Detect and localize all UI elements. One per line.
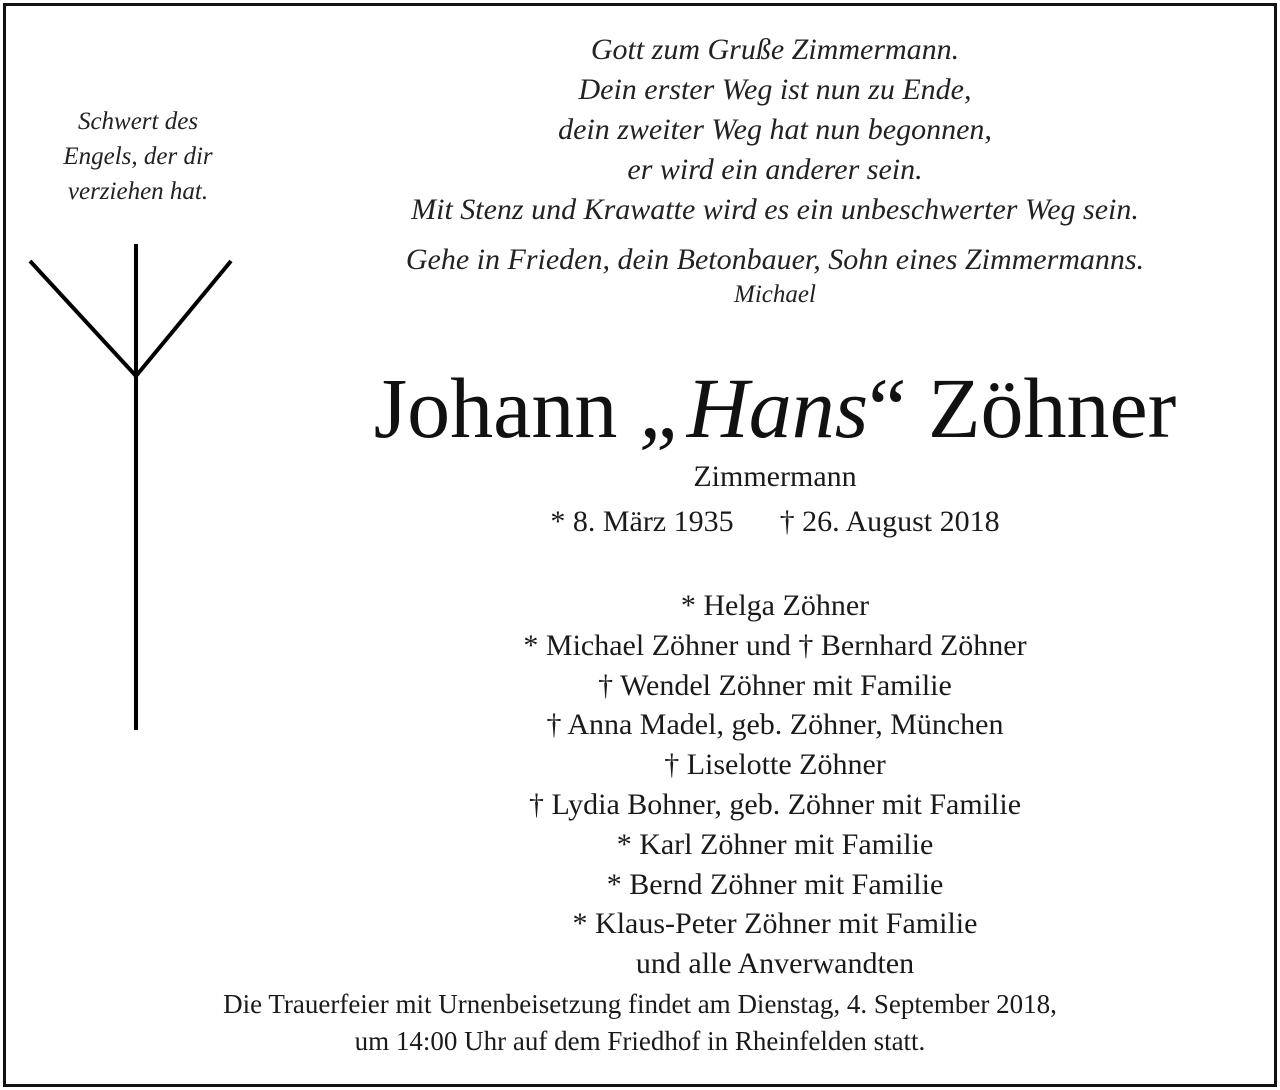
mourner-item: * Michael Zöhner und † Bernhard Zöhner	[523, 628, 1027, 662]
life-dates	[330, 502, 1220, 542]
poem-line: er wird ein anderer sein.	[627, 153, 923, 186]
rune-left-arm	[30, 261, 136, 376]
ceremony-line: um 14:00 Uhr auf dem Friedhof in Rheinfelden statt.	[354, 1026, 926, 1056]
birth-date: * 8. März 1935	[550, 505, 734, 538]
ceremony-line: Die Trauerfeier mit Urnenbeisetzung findet am Dienstag, 4. September 2018,	[223, 989, 1057, 1019]
poem-line: Gott zum Gruße Zimmermann.	[590, 33, 960, 66]
mourner-item: * Karl Zöhner mit Familie	[616, 827, 934, 861]
side-quote	[20, 104, 256, 209]
poem-signature: Michael	[734, 281, 816, 308]
mourner-item: * Bernd Zöhner mit Familie	[606, 867, 944, 901]
profession: Zimmermann	[693, 460, 857, 493]
mourner-item: † Liselotte Zöhner	[664, 748, 886, 782]
poem-line: dein zweiter Weg hat nun begonnen,	[558, 113, 992, 146]
poem-line: Dein erster Weg ist nun zu Ende,	[578, 73, 972, 106]
nickname-close-quote: “	[868, 360, 907, 456]
first-name: Johann	[373, 360, 618, 456]
death-rune-icon	[25, 240, 240, 732]
side-quote-line: Engels, der dir	[63, 143, 213, 170]
rune-right-arm	[136, 261, 231, 376]
mourner-item: † Anna Madel, geb. Zöhner, München	[546, 708, 1004, 742]
poem	[330, 30, 1220, 310]
mourner-item: * Klaus-Peter Zöhner mit Familie	[572, 907, 978, 941]
mourner-item: und alle Anverwandten	[635, 947, 915, 981]
poem-line: Mit Stenz und Krawatte wird es ein unbeschwerter Weg sein.	[411, 193, 1139, 226]
ceremony-info	[60, 986, 1220, 1060]
mourner-item: * Helga Zöhner	[680, 589, 870, 622]
nickname-open-quote: „	[638, 360, 687, 456]
mourners-list	[330, 586, 1220, 984]
death-date: † 26. August 2018	[779, 505, 1000, 538]
side-quote-line: Schwert des	[77, 108, 199, 135]
mourner-item: † Lydia Bohner, geb. Zöhner mit Familie	[528, 787, 1022, 821]
nickname: Hans	[686, 360, 869, 456]
last-name: Zöhner	[927, 360, 1177, 456]
poem-closing: Gehe in Frieden, dein Betonbauer, Sohn eines Zimmermanns.	[405, 243, 1145, 276]
mourner-item: † Wendel Zöhner mit Familie	[598, 668, 952, 702]
side-quote-line: verziehen hat.	[67, 178, 209, 205]
deceased-name	[310, 358, 1240, 458]
